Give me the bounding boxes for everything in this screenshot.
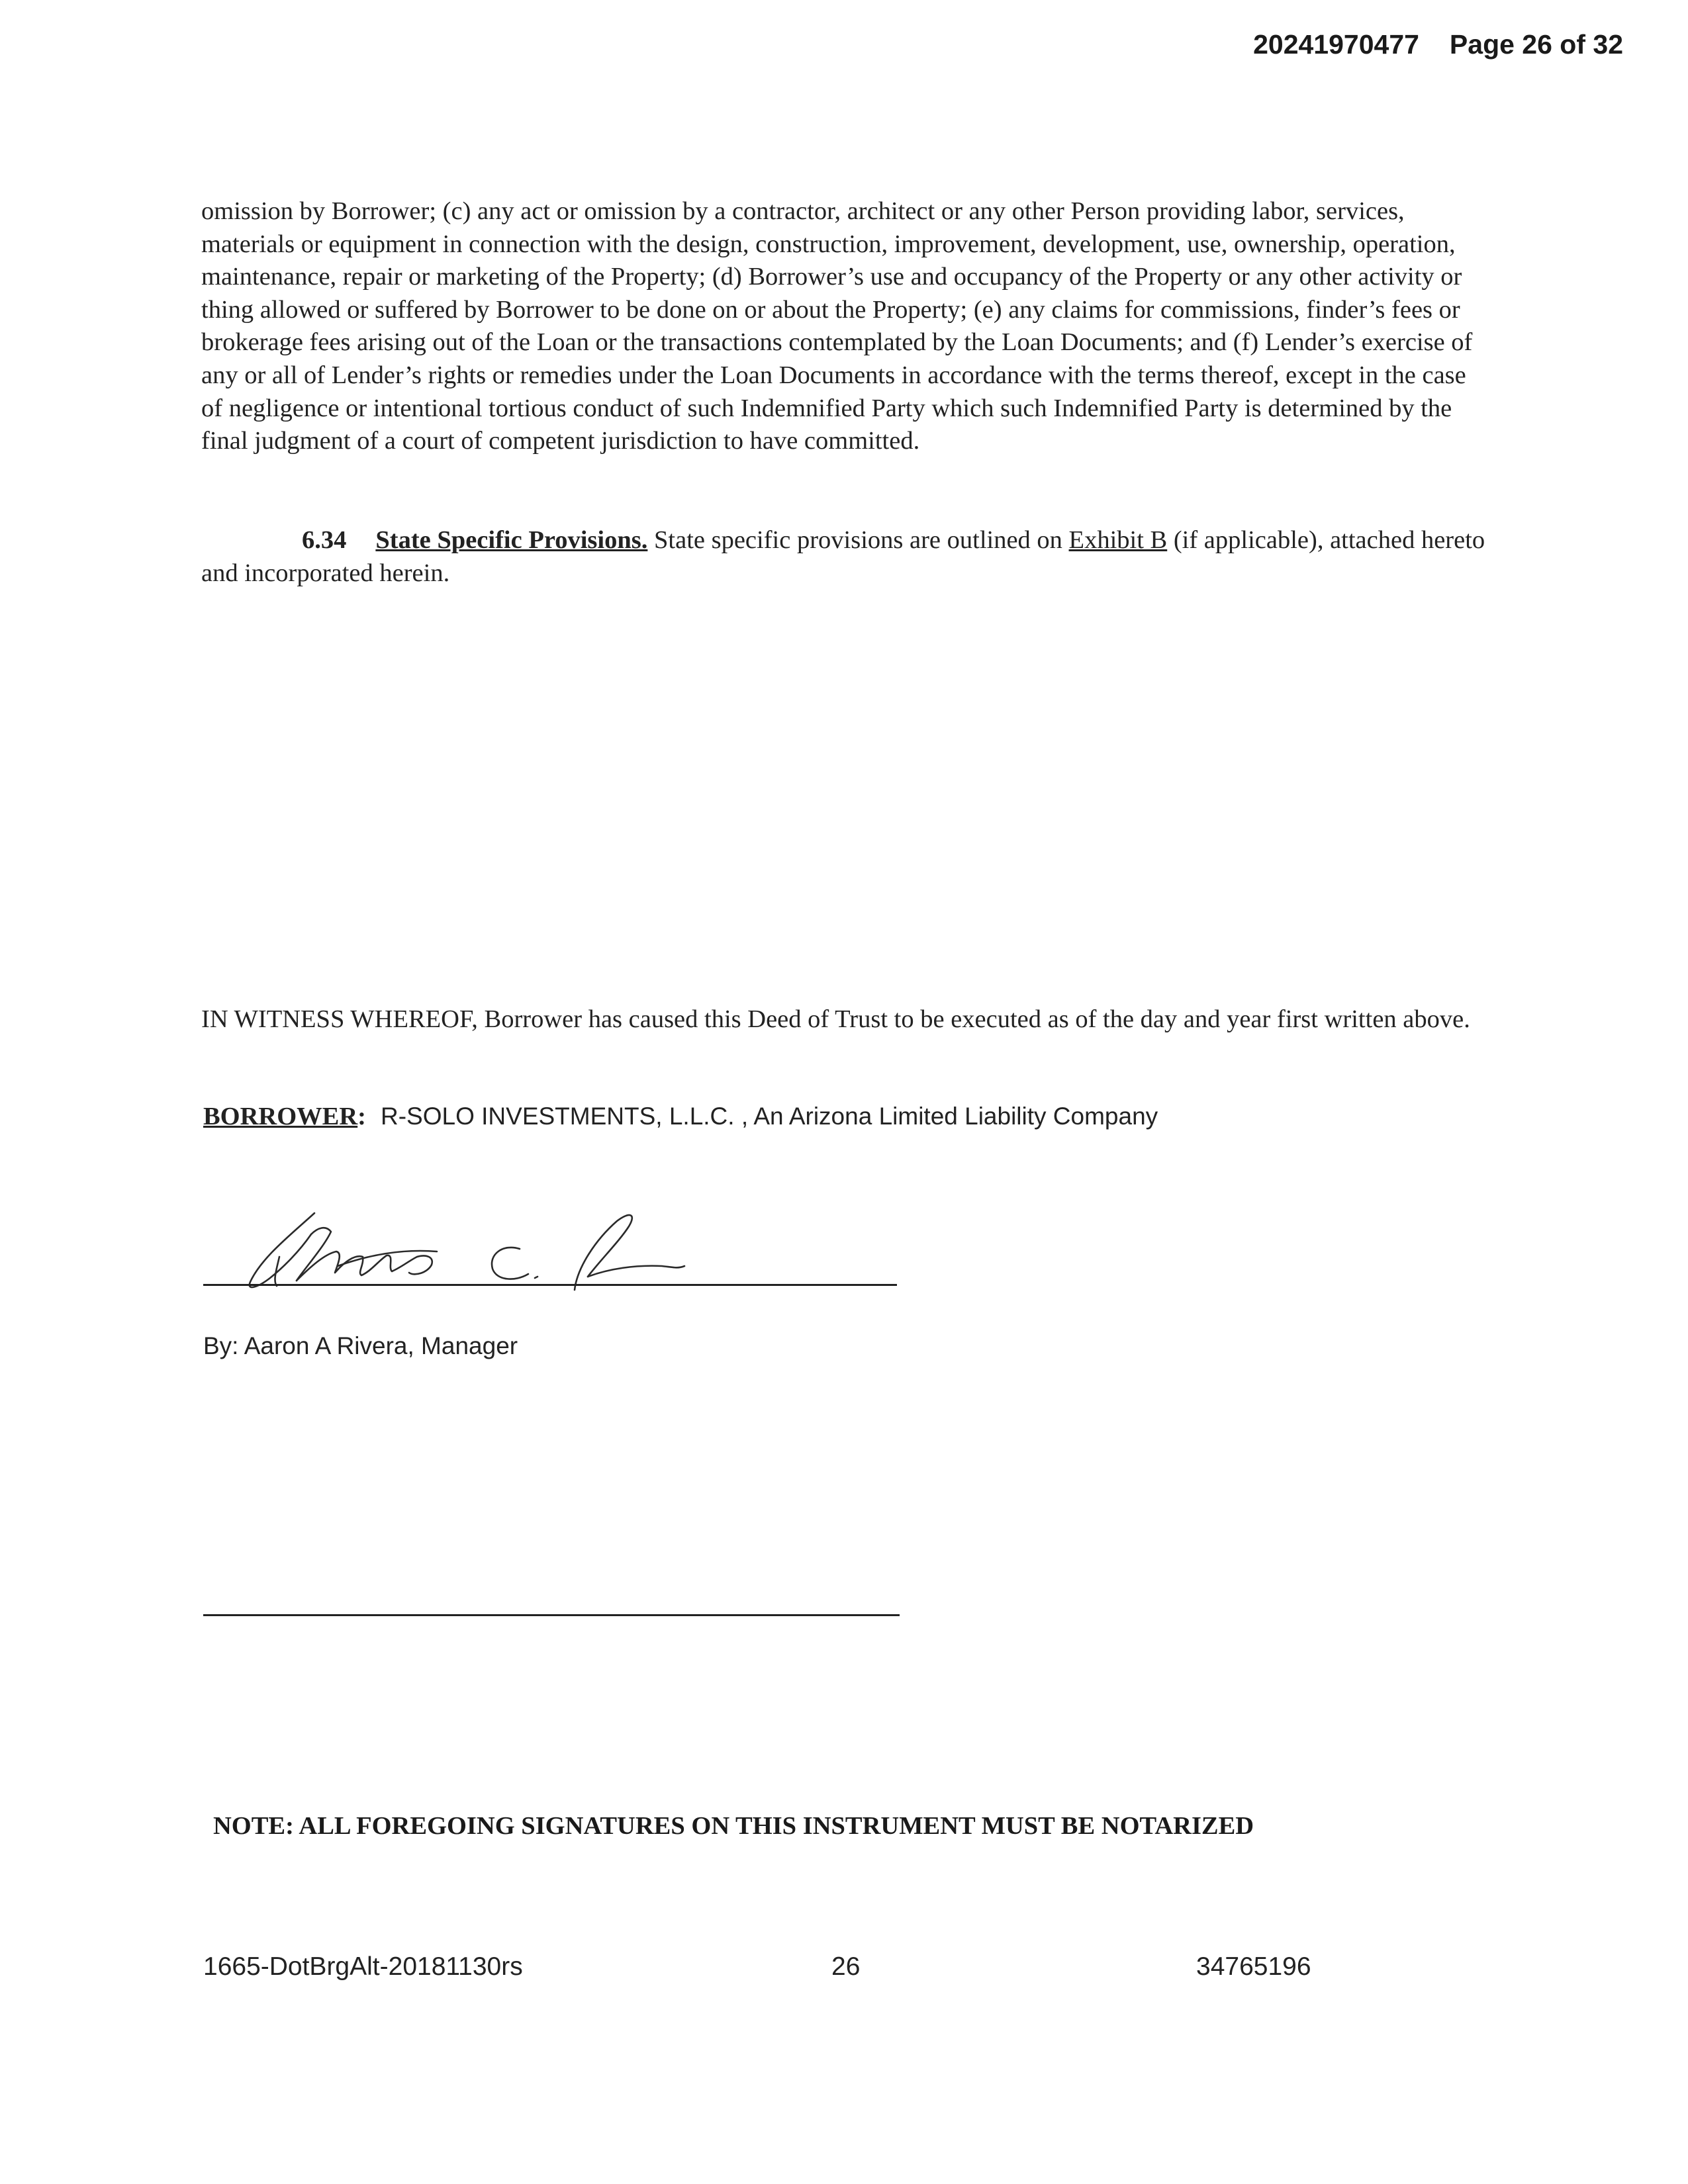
exhibit-reference: Exhibit B: [1068, 526, 1168, 554]
footer-loan-number: 34765196: [1196, 1952, 1311, 1981]
borrower-line: [203, 1102, 1158, 1131]
handwritten-signature-icon: [238, 1188, 781, 1304]
document-number: 20241970477: [1253, 29, 1419, 60]
section-number: 6.34: [302, 526, 347, 554]
section-text-after-exhibit: (if applicable), attached hereto and incorporated herein.: [201, 526, 1485, 587]
section-text-before-exhibit: State specific provisions are outlined on: [647, 526, 1069, 554]
indemnification-continuation-paragraph: omission by Borrower; (c) any act or omission by a contractor, architect or any other Person providing labor, services, materials or equipment in connection with the design, construction, improvement, development, use, ownership, operation, maintenance, repair or marketing of the Property; (d) Borrower’s use and occupancy of the Property or any other activity or thing allowed or suffered by Borrower to be done on or about the Property; (e) any claims for commissions, finder’s fees or brokerage fees arising out of the Loan or the transactions contemplated by the Loan Documents; and (f) Lender’s exercise of any or all of Lender’s rights or remedies under the Loan Documents in accordance with the terms thereof, except in the case of negligence or intentional tortious conduct of such Indemnified Party which such Indemnified Party is determined by the final judgment of a court of competent jurisdiction to have committed.: [201, 197, 1473, 455]
borrower-label-colon: :: [357, 1103, 366, 1130]
section-title: State Specific Provisions.: [375, 526, 648, 554]
footer-page-number: 26: [831, 1952, 861, 1981]
page-header: [1253, 29, 1623, 60]
signatory-name-title: By: Aaron A Rivera, Manager: [203, 1332, 518, 1359]
notarization-note: NOTE: ALL FOREGOING SIGNATURES ON THIS INSTRUMENT MUST BE NOTARIZED: [213, 1812, 1254, 1840]
section-6-34-paragraph: [201, 524, 1485, 590]
witness-clause: IN WITNESS WHEREOF, Borrower has caused this Deed of Trust to be executed as of the day and year first written above.: [201, 1005, 1470, 1033]
signature-line: [203, 1284, 897, 1286]
second-signature-line: [203, 1614, 900, 1616]
page-count-label: Page 26 of 32: [1449, 29, 1623, 60]
borrower-label: BORROWER: [203, 1103, 358, 1130]
footer-form-code: 1665-DotBrgAlt-20181130rs: [203, 1952, 523, 1981]
borrower-name: R-SOLO INVESTMENTS, L.L.C. , An Arizona Limited Liability Company: [381, 1103, 1158, 1130]
